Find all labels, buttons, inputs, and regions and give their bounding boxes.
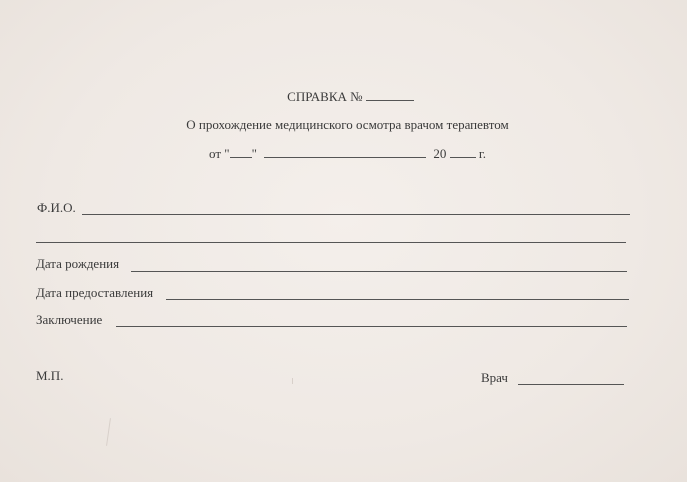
provided-date-line xyxy=(166,299,629,300)
month-blank xyxy=(264,145,426,158)
year-prefix: 20 xyxy=(433,146,447,161)
title-line xyxy=(0,88,687,105)
certificate-title: СПРАВКА № xyxy=(287,89,363,104)
birth-date-line xyxy=(131,271,627,272)
fio-line-second xyxy=(36,242,626,243)
fio-line xyxy=(82,214,630,215)
certificate-subtitle: О прохождение медицинского осмотра врачом терапевтом xyxy=(186,117,509,132)
date-line xyxy=(0,145,687,162)
day-blank xyxy=(230,145,252,158)
fio-label: Ф.И.О. xyxy=(37,200,76,215)
stamp-label: М.П. xyxy=(36,368,64,383)
provided-date-label: Дата предоставления xyxy=(36,285,154,300)
year-blank xyxy=(450,145,476,158)
year-suffix: г. xyxy=(478,146,486,161)
conclusion-line xyxy=(116,326,627,327)
date-quote-close: " xyxy=(251,146,257,161)
conclusion-label: Заключение xyxy=(36,312,103,327)
paper-mark xyxy=(106,418,111,446)
doctor-label: Врач xyxy=(481,370,508,385)
birth-date-label: Дата рождения xyxy=(36,256,120,271)
date-prefix: от " xyxy=(208,146,230,161)
doctor-signature-line xyxy=(518,384,624,385)
certificate-number-blank xyxy=(366,88,414,101)
paper-mark xyxy=(292,378,293,384)
